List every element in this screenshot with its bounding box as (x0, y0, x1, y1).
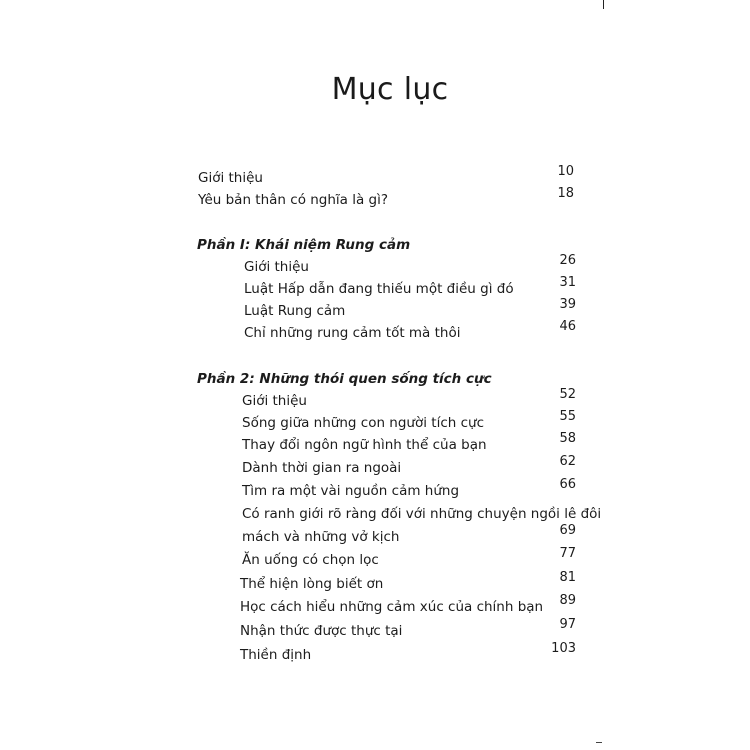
toc-entry-label: mách và những vở kịch (242, 529, 400, 545)
toc-entry[interactable] (242, 500, 602, 522)
toc-entry-intro[interactable] (198, 164, 578, 186)
toc-entry[interactable] (244, 297, 578, 319)
toc-entry-page: 31 (559, 275, 576, 290)
toc-entry[interactable] (242, 546, 578, 568)
toc-entry-page: 46 (559, 319, 576, 334)
toc-entry-label: Thiền định (240, 647, 312, 663)
toc-entry-page: 58 (559, 431, 576, 446)
toc-entry-page: 52 (559, 387, 576, 402)
toc-entry-page: 26 (559, 253, 576, 268)
toc-entry-label: Giới thiệu (242, 393, 307, 409)
toc-entry[interactable] (244, 319, 578, 341)
toc-entry-label: Giới thiệu (244, 259, 309, 275)
toc-entry-page: 55 (559, 409, 576, 424)
toc-entry[interactable] (242, 477, 578, 499)
toc-entry-continued[interactable] (242, 523, 578, 545)
toc-entry[interactable] (242, 431, 578, 453)
toc-entry-page: 97 (559, 617, 576, 632)
toc-entry-label: Dành thời gian ra ngoài (242, 460, 402, 476)
toc-entry[interactable] (240, 593, 578, 615)
page-title: Mục lục (331, 72, 449, 107)
toc-entry[interactable] (242, 409, 578, 431)
toc-entry-self-love[interactable] (198, 186, 578, 208)
toc-entry[interactable] (244, 253, 578, 275)
toc-entry-label: Tìm ra một vài nguồn cảm hứng (242, 483, 460, 499)
toc-entry-label: Giới thiệu (198, 170, 263, 186)
toc-entry-label: Luật Hấp dẫn đang thiếu một điều gì đó (244, 281, 514, 297)
page-edge-mark (603, 0, 604, 9)
toc-entry[interactable] (240, 570, 578, 592)
part-2-heading[interactable]: Phần 2: Những thói quen sống tích cực (197, 371, 492, 387)
toc-entry[interactable] (240, 617, 578, 639)
toc-entry-label: Ăn uống có chọn lọc (242, 552, 379, 568)
toc-entry-label: Sống giữa những con người tích cực (242, 415, 484, 431)
toc-entry-label: Học cách hiểu những cảm xúc của chính bạn (240, 599, 544, 615)
toc-entry-label: Nhận thức được thực tại (240, 623, 403, 639)
toc-entry-label: Yêu bản thân có nghĩa là gì? (198, 192, 389, 208)
toc-entry[interactable] (242, 454, 578, 476)
toc-entry-label: Chỉ những rung cảm tốt mà thôi (244, 325, 461, 341)
toc-entry-page: 39 (559, 297, 576, 312)
toc-entry[interactable] (240, 641, 578, 663)
toc-entry[interactable] (244, 275, 578, 297)
toc-entry-page: 10 (557, 164, 574, 179)
page-edge-mark (596, 742, 602, 743)
toc-entry[interactable] (242, 387, 578, 409)
toc-entry-page: 81 (559, 570, 576, 585)
toc-entry-page: 18 (557, 186, 574, 201)
toc-entry-label: Luật Rung cảm (244, 303, 346, 319)
toc-entry-page: 77 (559, 546, 576, 561)
toc-entry-page: 103 (551, 641, 576, 656)
toc-entry-label: Thay đổi ngôn ngữ hình thể của bạn (242, 437, 487, 453)
part-1-heading[interactable]: Phần I: Khái niệm Rung cảm (197, 237, 411, 253)
toc-entry-page: 89 (559, 593, 576, 608)
toc-entry-label: Thể hiện lòng biết ơn (240, 576, 384, 592)
toc-entry-page: 69 (559, 523, 576, 538)
toc-entry-label: Có ranh giới rõ ràng đối với những chuyện ngồi lê đôi (242, 506, 602, 522)
toc-entry-page: 62 (559, 454, 576, 469)
toc-entry-page: 66 (559, 477, 576, 492)
